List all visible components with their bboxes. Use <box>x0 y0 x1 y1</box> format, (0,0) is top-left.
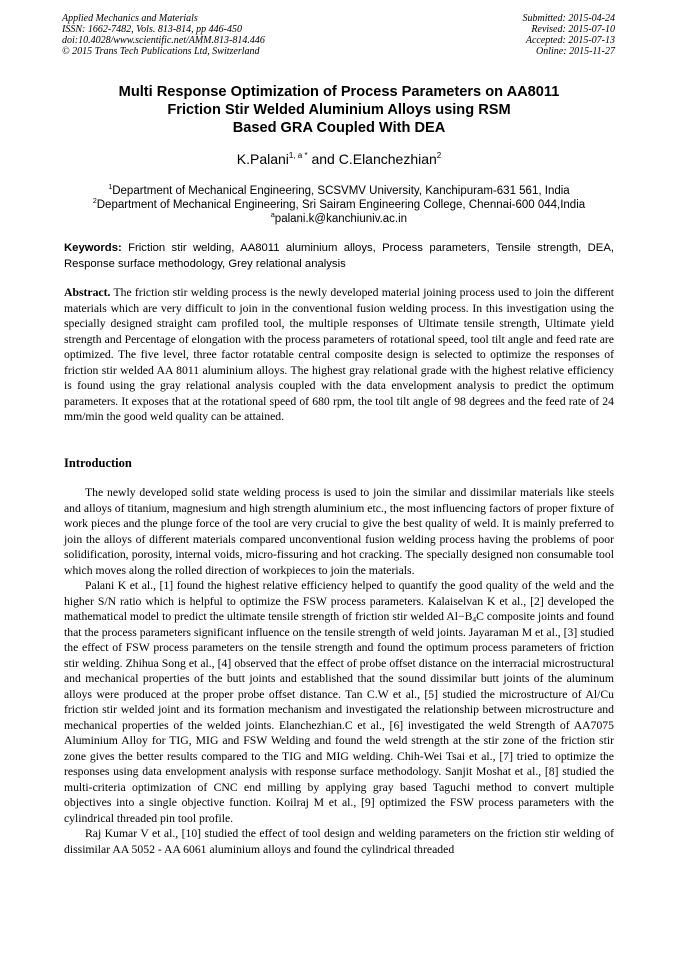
paragraph <box>64 578 614 826</box>
affiliations <box>40 184 638 226</box>
paragraph: Raj Kumar V et al., [10] studied the effect of tool design and welding parameters on the friction stir welding of dissimilar AA 5052 - AA 6061 aluminium alloys and found the cylindrical threaded <box>64 827 614 856</box>
author-conjunction: and <box>307 151 339 167</box>
keywords <box>64 240 614 272</box>
keywords-text: Friction stir welding, AA8011 aluminium alloys, Process parameters, Tensile strength, DEA, Response surface methodology, Grey relational analysis <box>64 242 614 270</box>
author-affil-marker: 2 <box>436 151 442 160</box>
journal-header-left <box>62 13 265 57</box>
journal-copyright: © 2015 Trans Tech Publications Ltd, Switzerland <box>62 46 260 57</box>
affil-marker: 2 <box>92 198 97 205</box>
journal-header-right <box>523 13 616 57</box>
affil-marker: 1 <box>108 184 113 191</box>
introduction-body <box>64 485 614 857</box>
paragraph: The newly developed solid state welding process is used to join the similar and dissimilar materials like steels and alloys of titanium, magnesium and high strength aluminium etc., the most influencing factors of proper fixture of work pieces and the plunge force of the tool are very crucial to give the best quality of weld. It is mainly preferred to join the alloys of different materials compared unconventional fusion welding process having the problems of poor solidification, porosity, internal voids, micro-fissuring and hot cracking. The specially designed non consumable tool which moves along the rolled direction of workpieces to join the materials. <box>64 486 614 577</box>
journal-issn: ISSN: 1662-7482, Vols. 813-814, pp 446-450 <box>62 24 242 35</box>
paragraph-text: C composite joints and found that the process parameters significant influence on the tensile strength of weld joints. Jayaraman M et al., [3] studied the effect of FSW process parameters on the tensile strength and found the optimum process parameters of friction stir welding. Zhihua Song et al., [4] observed that the effect of probe offset distance on the interracial microstructural and mechanical properties of the butt joints and established that the sound dissimilar butt joints of the aluminum alloys were produced at the proper probe offset distance. Tan C.W et al., [5] studied the microstructure of Al/Cu friction stir welded joint and its formation mechanism and investigated the relationship between microstructure and mechanical properties of the welded joints. Elanchezhian.C et al., [6] investigated the weld Strength of AA7075 Aluminium Alloy for TIG, MIG and FSW Welding and found the weld strength at the stir zone of the friction stir zone gives the better results compared to the TIG and MIG welding. Chih-Wei Tsai et al., [7] tried to optimize the responses using data envelopment analysis with response surface methodology. Sanjit Moshat et al., [8] studied the multi-criteria optimization of CNC end milling by applying gray based Taguchi method to convert multiple objectives into a single objective function. Koilraj M et al., [9] optimized the FSW process parameters with the cylindrical threaded pin tool profile. <box>64 610 614 825</box>
revised-date: Revised: 2015-07-10 <box>531 24 615 35</box>
online-date: Online: 2015-11-27 <box>536 46 615 57</box>
author-name: C.Elanchezhian <box>338 151 437 167</box>
journal-name: Applied Mechanics and Materials <box>62 13 198 24</box>
author-email-line <box>40 212 638 226</box>
abstract <box>64 285 614 425</box>
email-marker: a <box>270 212 275 219</box>
submitted-date: Submitted: 2015-04-24 <box>522 13 615 24</box>
author-affil-marker: 1, a * <box>288 151 308 160</box>
author-email: palani.k@kanchiuniv.ac.in <box>274 213 408 225</box>
subscript: 4 <box>472 615 477 624</box>
paper-title <box>40 83 638 137</box>
title-line-3: Based GRA Coupled With DEA <box>232 120 446 136</box>
paragraph-text: Palani K et al., [1] found the highest relative efficiency helped to quantify the good quality of the weld and the higher S/N ratio which is helpful to optimize the FSW process parameters. Kalaiselvan K et al., [2] developed the mathematical model to predict the ultimate tensile strength of friction stir welded Al−B <box>64 579 614 623</box>
title-line-2: Friction Stir Welded Aluminium Alloys using RSM <box>167 102 511 118</box>
journal-doi: doi:10.4028/www.scientific.net/AMM.813-814.446 <box>62 35 265 46</box>
author-name: K.Palani <box>236 151 289 167</box>
affiliation-text: Department of Mechanical Engineering, SCSVMV University, Kanchipuram-631 561, India <box>112 185 570 197</box>
title-line-1: Multi Response Optimization of Process Parameters on AA8011 <box>118 84 560 100</box>
affiliation-1 <box>40 184 638 198</box>
author-list <box>40 150 638 168</box>
section-heading-introduction: Introduction <box>64 456 132 470</box>
abstract-text: The friction stir welding process is the newly developed material joining process used to join the different materials which are very difficult to join in the conventional fusion welding process. In this investigation using the specially designed straight cam profiled tool, the multiple responses of Ultimate tensile strength, Ultimate yield strength and Percentage of elongation with the process parameters of rotational speed, tool tilt angle and feed rate are optimized. The five level, three factor rotatable central composite design is selected to optimize the responses of friction stir welded AA 8011 aluminium alloys. The highest gray relational grade with the highest relative efficiency is found using the gray relational analysis coupled with the data envelopment analysis to predict the optimum parameters. It exposes that at the rotational speed of 680 rpm, the tool tilt angle of 98 degrees and the feed rate of 24 mm/min the good weld quality can be attained. <box>64 286 614 423</box>
affiliation-2 <box>40 198 638 212</box>
accepted-date: Accepted: 2015-07-13 <box>525 35 615 46</box>
keywords-label: Keywords: <box>64 242 122 254</box>
affiliation-text: Department of Mechanical Engineering, Sri Sairam Engineering College, Chennai-600 044,India <box>96 199 586 211</box>
abstract-label: Abstract. <box>64 286 111 299</box>
